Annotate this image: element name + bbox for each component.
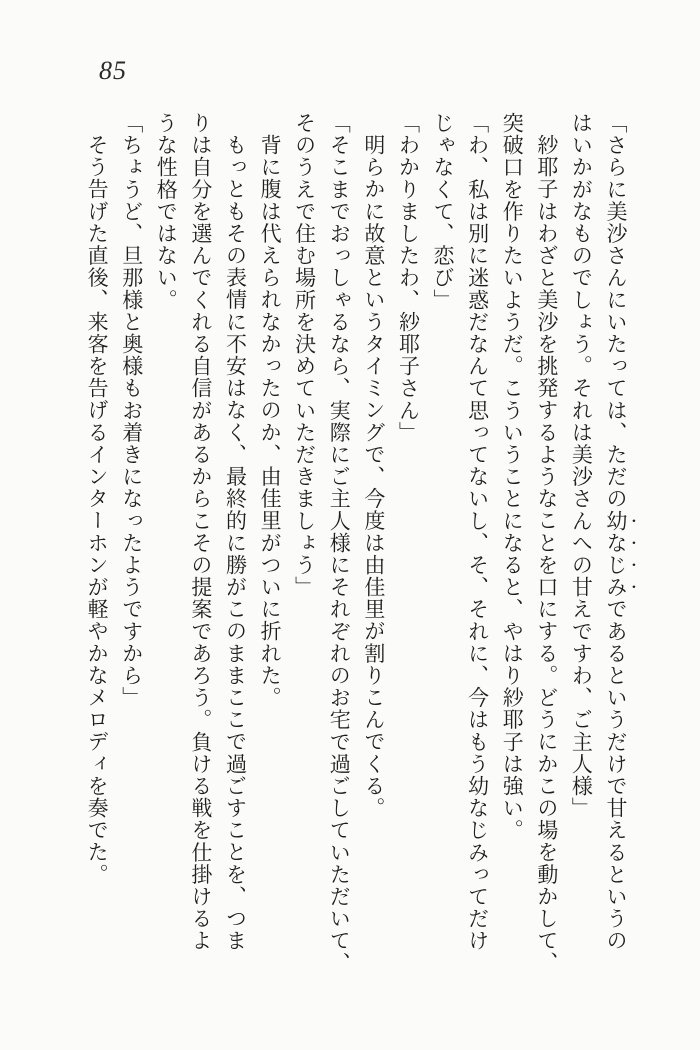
text-block bbox=[80, 112, 641, 992]
text-line: りは自分を選んでくれる自信があるからこその提案であろう。負ける戦を仕掛けるよ bbox=[188, 112, 213, 952]
text-line: 「さらに美沙さんにいたっては、ただの幼なじみであるというだけで甘えるというの bbox=[604, 112, 628, 952]
text-line: じゃなくて、恋び」 bbox=[431, 112, 456, 311]
text-line: 突破口を作りたいようだ。こういうことになると、やはり紗耶子は強い。 bbox=[500, 112, 525, 842]
text-line: 「ちょうど、旦那様と奥様もお着きになったようですから」 bbox=[119, 112, 144, 709]
text-line: そう告げた直後、来客を告げるインターホンが軽やかなメロディを奏でた。 bbox=[85, 134, 110, 886]
text-line: 背に腹は代えられなかったのか、由佳里がついに折れた。 bbox=[258, 134, 283, 709]
text-line: 明らかに故意というタイミングで、今度は由佳里が割りこんでくる。 bbox=[361, 134, 386, 820]
text-line: 「わ、私は別に迷惑だなんて思ってないし、そ、それに、今はもう幼なじみってだけ bbox=[465, 112, 490, 952]
text-line: うな性格ではない。 bbox=[154, 112, 179, 311]
emphasized-text: 幼なじみ bbox=[604, 509, 628, 599]
page-number: 85 bbox=[99, 56, 127, 85]
text-line: そのうえで住む場所を決めていただきましょう」 bbox=[292, 112, 317, 599]
text-line: 紗耶子はわざと美沙を挑発するようなことを口にする。どうにかこの場を動かして、 bbox=[534, 134, 559, 974]
text-line: はいかがなものでしょう。それは美沙さんへの甘えですわ、ご主人様」 bbox=[569, 112, 594, 820]
text-line: もっともその表情に不安はなく、最終的に勝がこのままここで過ごすことを、つま bbox=[223, 134, 248, 952]
text-line: 「そこまでおっしゃるなら、実際にご主人様にそれぞれのお宅で過ごしていただいて、 bbox=[327, 112, 352, 974]
text-line: 「わかりましたわ、紗耶子さん」 bbox=[396, 112, 421, 444]
